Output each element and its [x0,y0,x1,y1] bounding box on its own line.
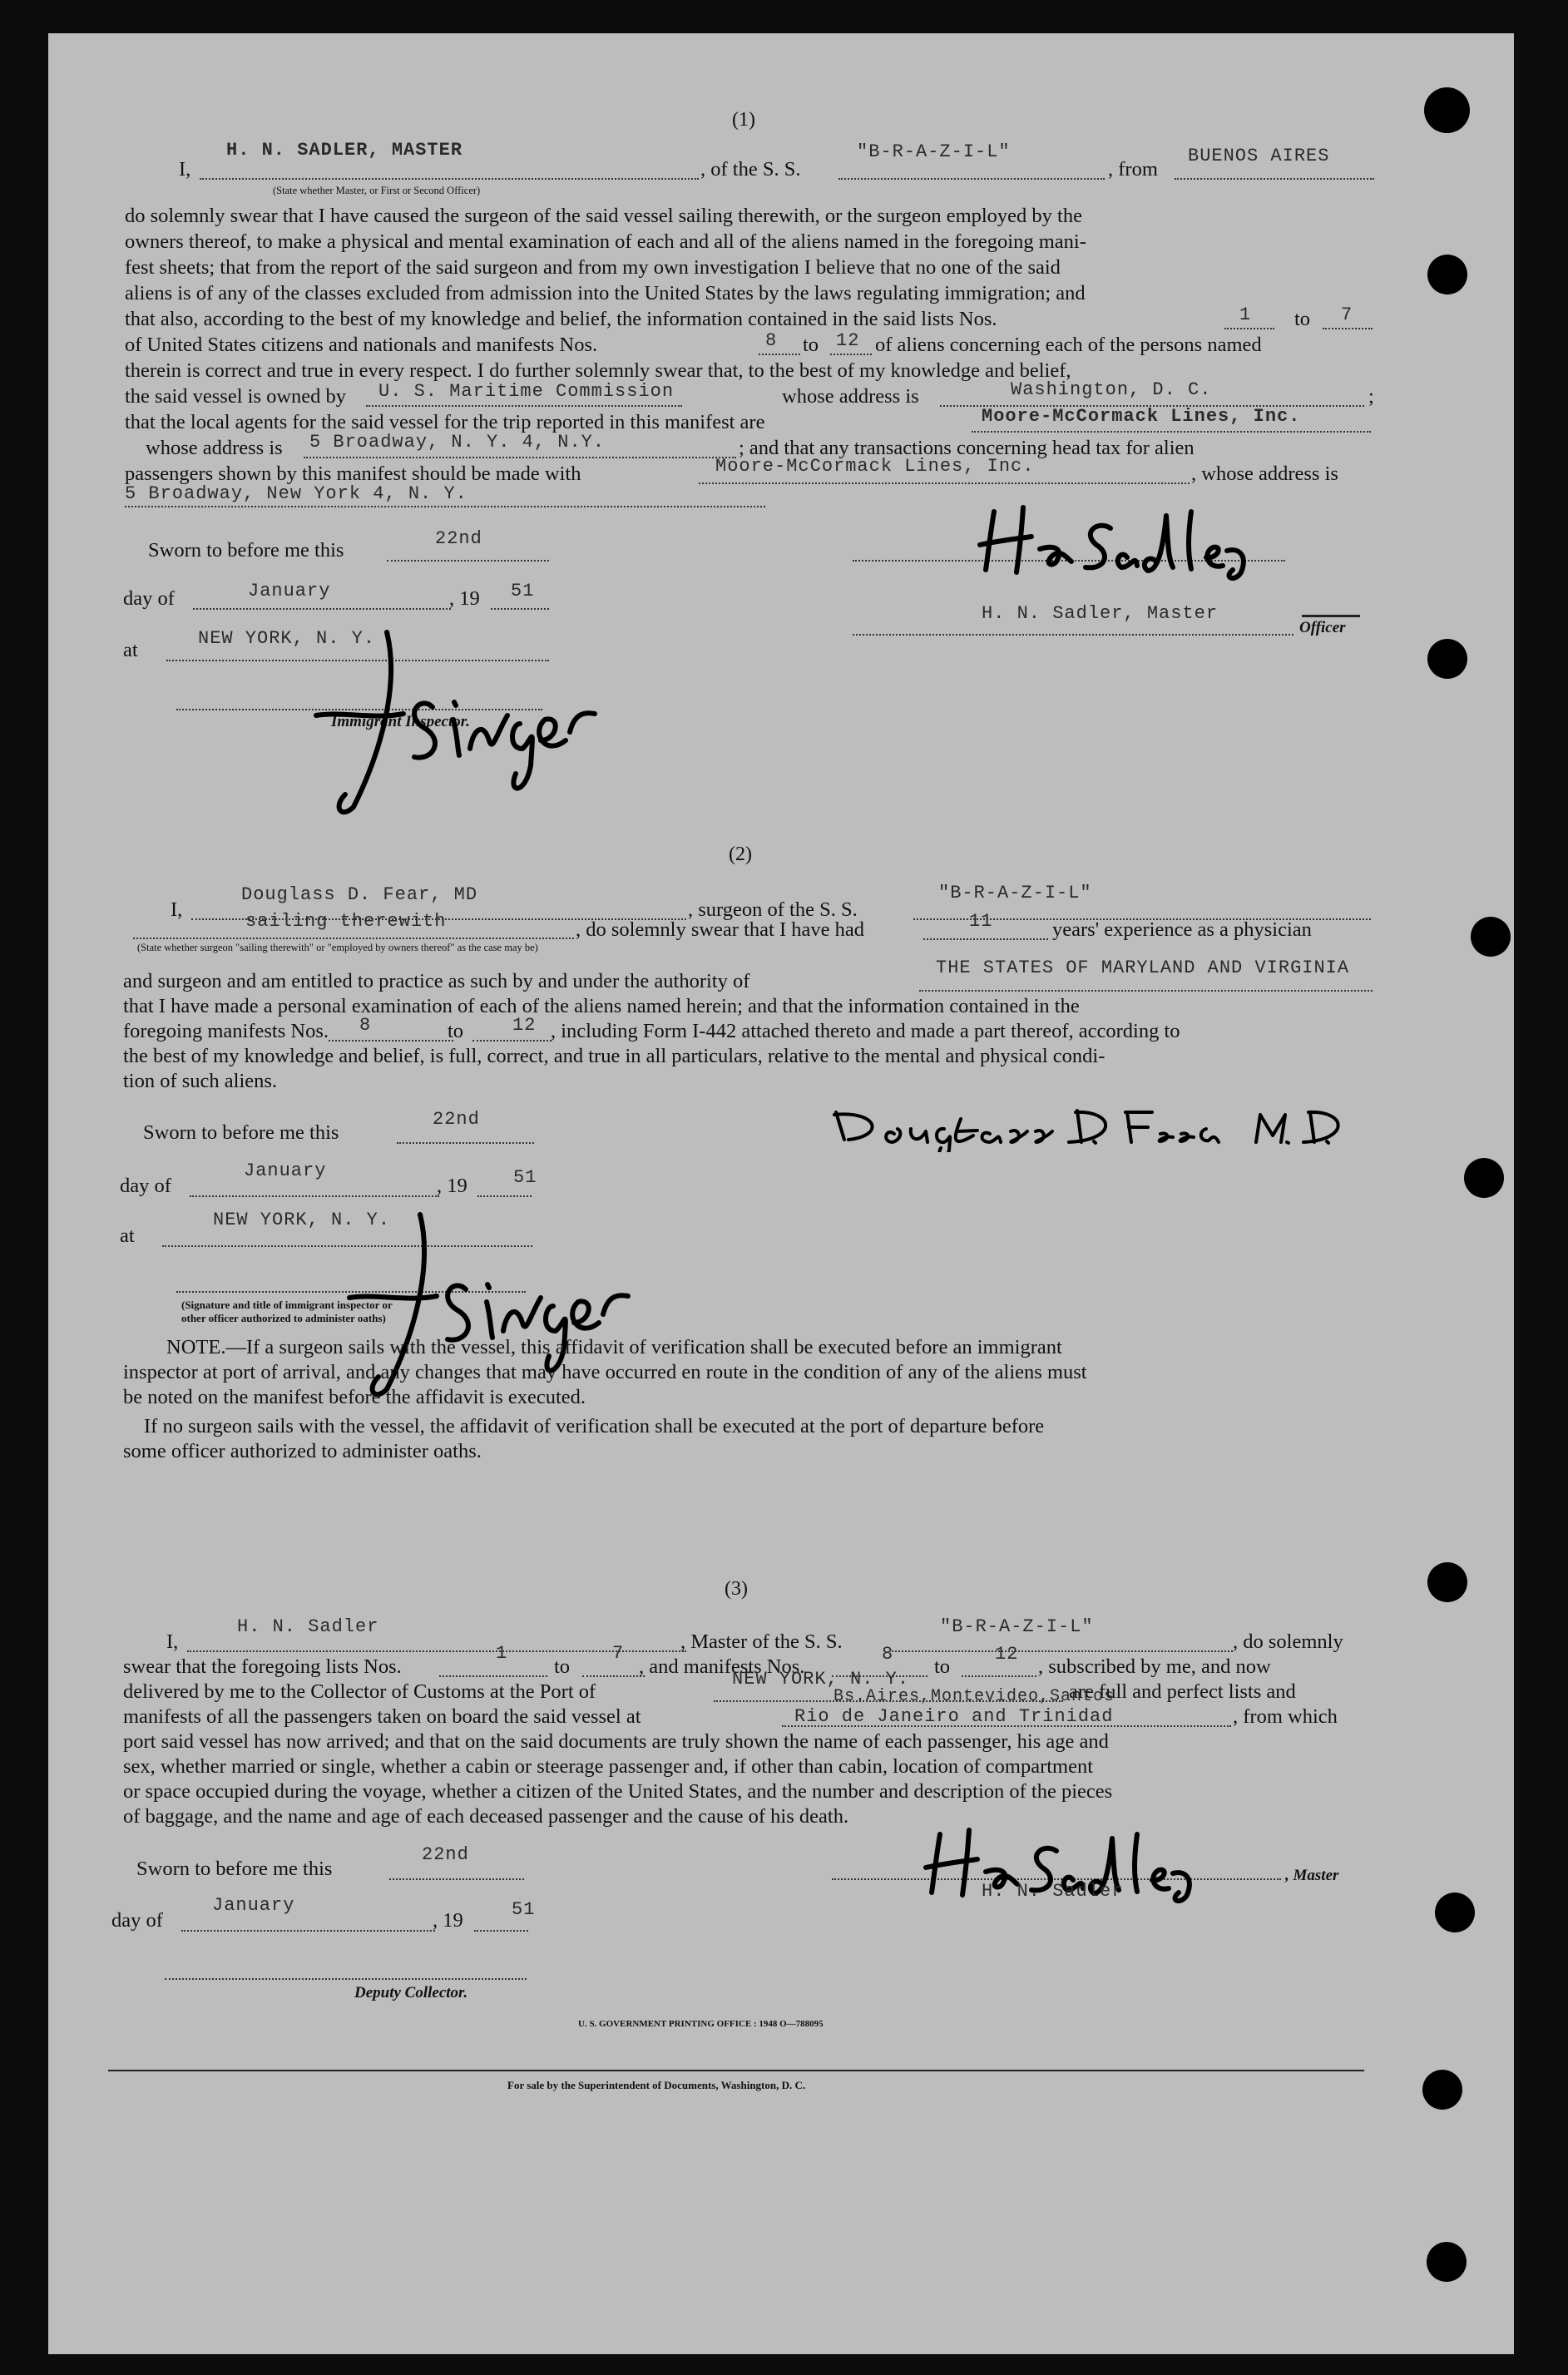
s2-note2-line-1: If no surgeon sails with the vessel, the affidavit of verification shall be executed at the port of departure before [144,1415,1045,1437]
s2-line-5b: , including Form I-442 attached thereto and made a part thereof, according to [551,1020,1180,1042]
s2-day-value: 22nd [433,1109,480,1130]
binder-hole [1427,1562,1467,1602]
binder-hole [1464,1158,1504,1198]
section-2-number: (2) [729,844,752,865]
s3-line-2c: , subscribed by me, and now [1038,1655,1271,1678]
s2-note-line-2: inspector at port of arrival, and any changes that may have occurred en route in the condition of any of the aliens must [123,1361,1087,1383]
s3-to-2: to [934,1655,951,1678]
s2-note-line-3: be noted on the manifest before the affidavit is executed. [123,1386,586,1408]
s3-to-1: to [554,1655,571,1678]
s3-lists-from: 1 [496,1643,508,1664]
s1-i: I, [179,158,191,181]
s1-place: NEW YORK, N. Y. [198,628,376,649]
s3-line-4a: manifests of all the passengers taken on board the said vessel at [123,1705,641,1728]
printing-office-note: U. S. GOVERNMENT PRINTING OFFICE : 1948 O—788095 [578,2019,824,2029]
binder-hole [1427,255,1467,294]
s1-owner-address: Washington, D. C. [1011,379,1212,400]
s2-i: I, [171,898,183,921]
s2-line-4: that I have made a personal examination of each of the aliens named herein; and that the information contained in the [123,995,1080,1017]
s1-agents: Moore-McCormack Lines, Inc. [982,406,1301,427]
s3-signer-name: H. N. Sadler [982,1881,1124,1902]
s3-master-of: , Master of the S. S. [680,1630,843,1653]
s1-from: , from [1108,158,1158,181]
s1-at-label: at [123,639,138,661]
s2-man-to: 12 [512,1015,537,1036]
s2-year-prefix: , 19 [437,1175,467,1197]
s1-immigrant-inspector-label: Immigrant Inspector. [331,713,470,730]
s3-lists-to: 7 [612,1643,625,1664]
s1-master-name: H. N. SADLER, MASTER [226,140,463,161]
s3-body-line-3: or space occupied during the voyage, whether a citizen of the United States, and the number and description of the pieces [123,1780,1113,1803]
section-1-number: (1) [732,109,755,131]
s2-place: NEW YORK, N. Y. [213,1210,391,1230]
s2-surgeon-of: , surgeon of the S. S. [688,898,858,921]
s2-line-7: tion of such aliens. [123,1070,278,1092]
s1-line-8a: the said vessel is owned by [125,385,347,408]
s1-line-8b: whose address is [782,385,919,408]
s1-master-signature [973,499,1273,582]
s2-line-2a: , do solemnly swear that I have had [576,918,864,941]
footer-sale-note: For sale by the Superintendent of Documents, Washington, D. C. [507,2079,806,2091]
s2-year-value: 51 [513,1167,537,1188]
s1-lists-from: 1 [1239,304,1252,325]
s1-tax-address: 5 Broadway, New York 4, N. Y. [125,483,467,504]
s1-line-10a: whose address is [146,437,283,459]
s2-to: to [448,1020,464,1042]
s3-line-2a: swear that the foregoing lists Nos. [123,1655,402,1678]
s3-month: January [212,1895,295,1916]
s3-sworn-label: Sworn to before me this [136,1858,333,1880]
s1-month: January [248,581,331,601]
s1-signer-name: H. N. Sadler, Master [982,603,1219,624]
s1-to-1: to [1294,308,1311,330]
s2-line-2b: years' experience as a physician [1052,918,1312,941]
s1-inspector-signature [308,616,641,815]
s1-line-11a: passengers shown by this manifest should be made with [125,463,581,485]
s3-ship: "B-R-A-Z-I-L" [940,1616,1094,1637]
s1-man-from: 8 [765,330,778,351]
s2-sig-caption-1: (Signature and title of immigrant inspector or [181,1299,393,1311]
s1-tax-agent: Moore-McCormack Lines, Inc. [715,456,1035,477]
binder-hole [1427,639,1467,679]
s2-line-6: the best of my knowledge and belief, is full, correct, and true in all particulars, relative to the mental and physical condi- [123,1045,1106,1067]
s2-sig-caption-2: other officer authorized to administer oaths) [181,1312,386,1324]
s3-body-line-1: port said vessel has now arrived; and that on the said documents are truly shown the name of each passenger, his age and [123,1730,1109,1753]
s1-line-6a: of United States citizens and nationals and manifests Nos. [125,334,598,356]
s2-note2-line-2: some officer authorized to administer oaths. [123,1440,482,1462]
binder-hole [1435,1893,1475,1932]
s3-solemnly: , do solemnly [1233,1630,1343,1653]
s3-year-prefix: , 19 [433,1909,463,1932]
s2-surgeon-name: Douglass D. Fear, MD [241,884,478,905]
s1-line-6b: of aliens concerning each of the persons named [875,334,1262,356]
s2-note-line-1: NOTE.—If a surgeon sails with the vessel, this affidavit of verification shall be executed before an immigrant [166,1336,1062,1358]
s3-line-2b: , and manifests Nos. [639,1655,805,1678]
s1-line-5: that also, according to the best of my knowledge and belief, the information contained in the said lists Nos. [125,308,997,330]
s2-years: 11 [969,911,993,932]
s3-ports-above: Bs.Aires,Montevideo,Santos [833,1687,1115,1706]
s1-to-2: to [803,334,819,356]
s3-day-of-label: day of [111,1909,163,1932]
s1-line-2: owners thereof, to make a physical and mental examination of each and all of the aliens named in the foregoing mani- [125,230,1086,253]
s1-line-11b: , whose address is [1191,463,1338,485]
s2-surgeon-signature [828,1102,1377,1152]
s2-man-from: 8 [359,1015,372,1036]
s1-year-prefix: , 19 [449,587,480,610]
s3-body-line-2: sex, whether married or single, whether a cabin or steerage passenger and, if other than cabin, location of compartment [123,1755,1094,1778]
s2-line-3: and surgeon and am entitled to practice as such by and under the authority of [123,970,750,992]
s1-line-1: do solemnly swear that I have caused the surgeon of the said vessel sailing therewith, or the surgeon employed by the [125,205,1082,227]
s1-day-value: 22nd [435,528,482,549]
s1-port-from: BUENOS AIRES [1188,146,1330,166]
s1-line-10b: ; and that any transactions concerning head tax for alien [739,437,1195,459]
s3-man-to: 12 [995,1644,1019,1665]
binder-hole [1471,917,1511,957]
s3-man-from: 8 [882,1644,894,1665]
s2-authority: THE STATES OF MARYLAND AND VIRGINIA [936,957,1350,978]
s3-port: NEW YORK, N. Y. [732,1669,910,1690]
s1-line-3: fest sheets; that from the report of the said surgeon and from my own investigation I believe that no one of the said [125,256,1061,279]
s2-state-note: (State whether surgeon "sailing therewith" or "employed by owners thereof" as the case may be) [137,942,538,953]
s1-man-to: 12 [836,330,860,351]
s3-deputy-collector-label: Deputy Collector. [354,1984,468,2001]
s1-of-ss: , of the S. S. [700,158,801,181]
s1-line-7: therein is correct and true in every respect. I do further solemnly swear that, to the best of my knowledge and belief, [125,359,1071,382]
s2-line-5a: foregoing manifests Nos. [123,1020,329,1042]
s3-master-label: , Master [1285,1867,1339,1884]
s1-lists-to: 7 [1341,304,1353,325]
s3-i: I, [166,1630,179,1653]
s2-month: January [244,1160,327,1181]
s2-ship: "B-R-A-Z-I-L" [938,883,1092,903]
s3-name: H. N. Sadler [237,1616,379,1637]
s1-day-of-label: day of [123,587,175,610]
s3-day-value: 22nd [422,1844,469,1865]
s1-officer-label: Officer [1299,619,1346,636]
s3-year-value: 51 [512,1899,536,1920]
s2-sailing: sailing therewith [245,911,447,932]
s2-day-of-label: day of [120,1175,171,1197]
section-3-number: (3) [725,1578,748,1600]
binder-hole [1427,2242,1467,2282]
s3-body-line-4: of baggage, and the name and age of each deceased passenger and the cause of his death. [123,1805,849,1828]
s1-sworn-label: Sworn to before me this [148,539,344,562]
s1-line-4: aliens is of any of the classes excluded from admission into the United States by the laws regulating immigration; and [125,282,1086,304]
binder-hole [1422,2070,1462,2110]
s3-line-3b: are full and perfect lists and [1069,1680,1296,1703]
s1-owner: U. S. Maritime Commission [378,381,675,402]
s1-state-note: (State whether Master, or First or Second Officer) [273,185,481,196]
s1-year-value: 51 [511,581,535,601]
s2-sworn-label: Sworn to before me this [143,1121,339,1144]
s3-line-3a: delivered by me to the Collector of Customs at the Port of [123,1680,596,1703]
s1-ship: "B-R-A-Z-I-L" [857,141,1011,162]
s3-line-4b: , from which [1233,1705,1338,1728]
s1-line-9: that the local agents for the said vessel for the trip reported in this manifest are [125,411,765,433]
s1-agents-address: 5 Broadway, N. Y. 4, N.Y. [309,432,606,453]
binder-hole [1424,87,1470,133]
s3-ports: Rio de Janeiro and Trinidad [794,1706,1114,1727]
s2-at-label: at [120,1225,135,1247]
